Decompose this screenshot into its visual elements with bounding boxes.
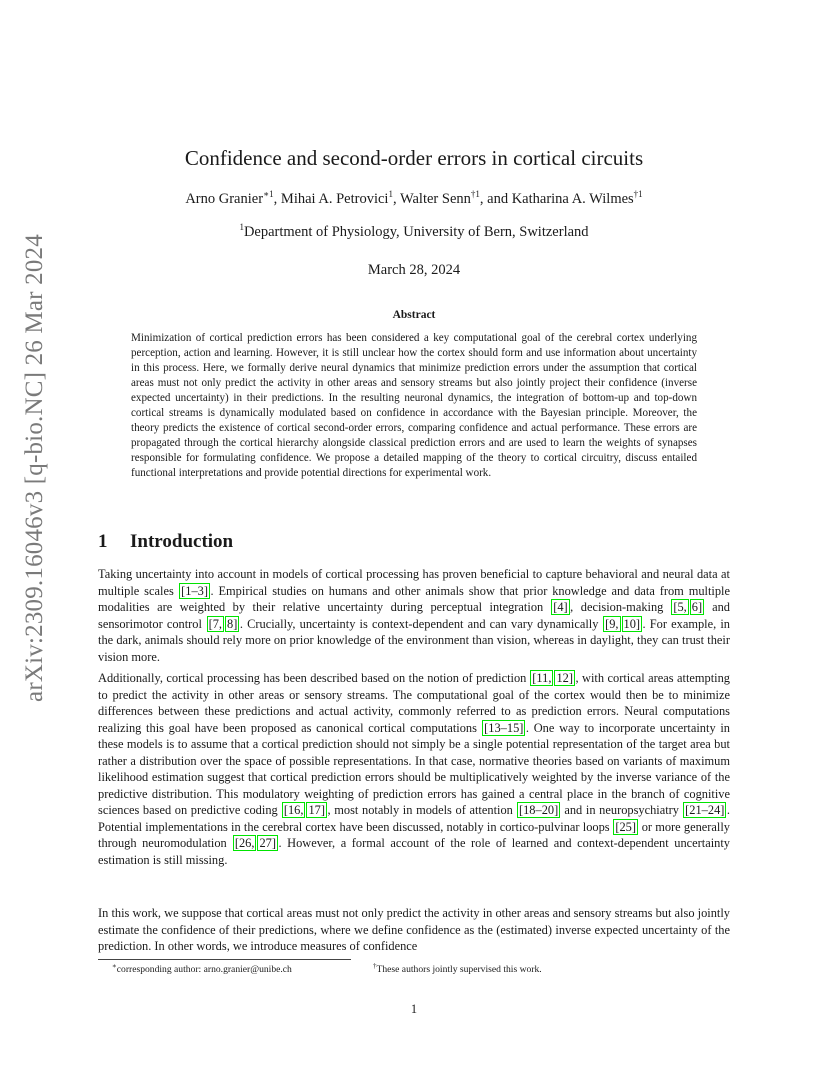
citation-link[interactable]: 27] [259,836,276,850]
paragraph-text: , decision-making [570,600,671,614]
author-name: Mihai A. Petrovici [280,191,389,207]
citation-link[interactable]: [18–20] [518,803,559,817]
paragraph-text: Taking uncertainty into account in models of cortical processing has proven beneficial to capture behavioral and neural data at multiple scales [98,567,730,598]
author-name: Arno Granier [185,191,264,207]
paragraph-text: . Empirical studies on humans and other animals show that prior knowledge and data from multiple modalities are weighted by their relative uncertainty during perceptual integration [98,583,730,614]
author-separator: , and [479,191,512,207]
author-name: Katharina A. Wilmes [511,191,634,207]
affiliation [98,224,730,241]
affiliation-text: Department of Physiology, University of Bern, Switzerland [243,224,589,240]
citation-link[interactable]: 8] [227,616,238,631]
paragraph-text: . For example, in the dark, animals should rely more on prior knowledge of the environment than vision, whereas in daylight, they can trust their vision more. [98,616,730,664]
arxiv-identifier: arXiv:2309.16046v3 [q-bio.NC] 26 Mar 2024 [21,234,48,702]
author-marks: ∗1 [263,189,274,199]
citation-link[interactable]: [11, [532,671,552,685]
citation-link[interactable]: [7, [208,616,223,631]
citation-link[interactable]: [9, [605,616,619,631]
footnote-mark: † [373,962,377,970]
footnote-mark: ∗ [112,962,117,970]
footnote-rule [98,959,351,960]
footnote-joint-supervision [373,964,542,975]
page-number: 1 [410,1002,418,1016]
paper-date: March 28, 2024 [367,262,461,278]
section-title: Introduction [130,531,234,552]
paragraph-text: In this work, we suppose that cortical areas must not only predict the activity in other areas and sensory streams but also jointly estimate the confidence of their predictions, where we define confidence as the (estimated) inverse expected uncertainty of the prediction. In other words, we introduce measures of confidence [98,906,730,953]
author-separator: , [392,191,400,207]
affiliation-mark: 1 [239,222,244,232]
paragraph [98,905,730,955]
citation-link[interactable]: [5, [673,600,687,614]
footnote-corresponding-author [112,964,292,975]
paragraph-text: or more generally through neuromodulation [98,819,730,850]
paragraph-text: , with cortical areas attempting to predict the activity in other areas or sensory streams. The computational goal of the cortex would then be to minimize differences between these predictions and actual activity, commonly referred to as prediction errors. Neural computations realizing this goal have been proposed as canonical cortical computations [98,671,730,735]
author-marks: 1 [388,189,393,199]
paragraph-text: . Crucially, uncertainty is context-dependent and can vary dynamically [239,616,603,631]
abstract-body: Minimization of cortical prediction errors has been considered a key computational goal of the cerebral cortex underlying perception, action and learning. However, it is still unclear how the cortex should form and use information about uncertainty in this process. Here, we formally derive neural dynamics that minimize prediction errors under the assumption that cortical areas must not only predict the activity in other areas and sensory streams but also jointly project their confidence (inverse expected uncertainty) in their predictions. In the resulting neuronal dynamics, the integration of bottom-up and top-down cortical streams is dynamically modulated based on confidence in accordance with the Bayesian principle. Moreover, the theory predicts the existence of cortical second-order errors, comparing confidence and actual performance. These errors are propagated through the cortical hierarchy alongside classical prediction errors and are used to learn the weights of synapses responsible for formulating confidence. We propose a detailed mapping of the theory to cortical circuitry, discuss entailed functional interpretations and provide potential directions for experimental work. [131,332,697,479]
paragraph [98,566,730,665]
citation-link[interactable]: [16, [283,803,304,817]
citation-link[interactable]: [21–24] [685,803,725,817]
footnote-text: These authors jointly supervised this work. [376,964,542,975]
paragraph [98,670,730,868]
footnote-text: corresponding author: arno.granier@unibe.ch [116,964,292,975]
citation-link[interactable]: 10] [623,616,641,631]
citation-link[interactable]: [25] [615,819,636,834]
author-separator: , [273,191,281,207]
citation-link[interactable]: 17] [308,803,326,817]
paragraph-text: and in neuropsychiatry [560,803,683,817]
citation-link[interactable]: [13–15] [484,720,524,735]
author-marks: †1 [470,189,480,199]
paragraph-text: . However, a formal account of the role of learned and context-dependent uncertainty estimation is still missing. [98,836,730,867]
citation-link[interactable]: 6] [691,600,703,614]
citation-link[interactable]: [4] [553,600,568,614]
citation-link[interactable]: [26, [234,836,255,850]
paragraph-text: , most notably in models of attention [327,803,517,817]
author-name: Walter Senn [399,191,471,207]
author-list [98,191,730,208]
paragraph-text: and sensorimotor control [98,600,730,631]
paragraph-text: . Potential implementations in the cerebral cortex have been discussed, notably in cortico-pulvinar loops [98,803,730,834]
citation-link[interactable]: 12] [556,671,573,685]
section-number: 1 [98,531,108,552]
paragraph-text: . One way to incorporate uncertainty in these models is to assume that a cortical prediction should not simply be a single potential representation of the target area but rather a distribution over the space of possible representations. In that case, normative theories based on variants of maximum likelihood estimation suggest that cortical prediction errors should be multiplicatively weighted by the inverse variance of the predictive distribution. This modulatory weighting of prediction errors has gained a central place in the branch of cognitive sciences based on predictive coding [98,720,730,817]
section-heading [98,531,233,553]
paragraph-text: Additionally, cortical processing has been described based on the notion of prediction [98,671,530,685]
author-marks: †1 [633,189,643,199]
citation-link[interactable]: [1–3] [181,583,208,598]
abstract-heading: Abstract [392,309,436,321]
paper-title: Confidence and second-order errors in cortical circuits [184,146,644,170]
